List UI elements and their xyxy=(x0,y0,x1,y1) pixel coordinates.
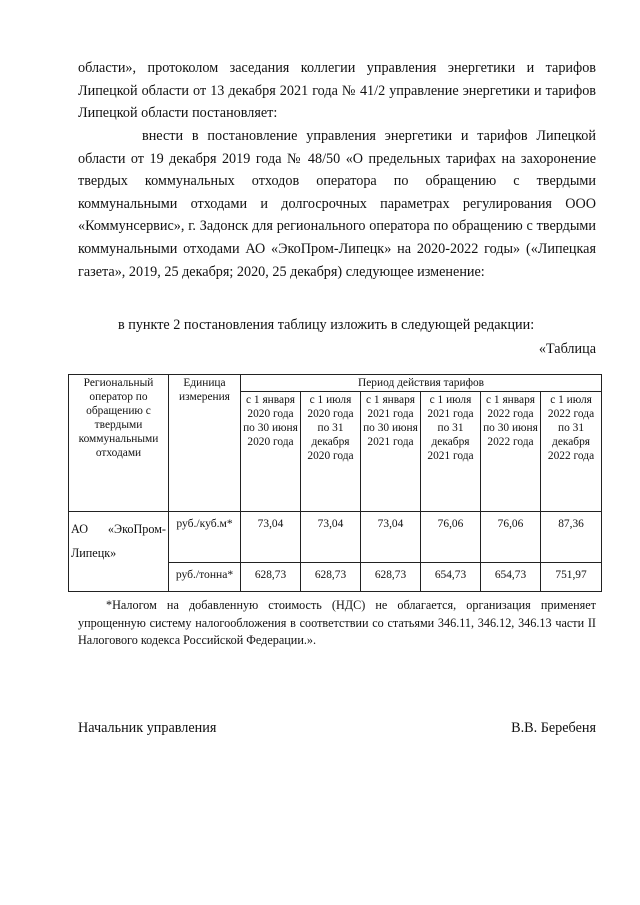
value-cell: 628,73 xyxy=(301,563,361,592)
header-unit: Единица измерения xyxy=(169,375,241,512)
value-cell: 73,04 xyxy=(361,512,421,563)
value-cell: 628,73 xyxy=(241,563,301,592)
operator-cell xyxy=(69,512,169,592)
table-caption: «Таблица xyxy=(538,341,596,357)
header-period: с 1 января 2020 года по 30 июня 2020 года xyxy=(241,392,301,512)
footnote: *Налогом на добавленную стоимость (НДС) не облагается, организация применяет упрощенную систему налогообложения в соответствии со статьями 346.11, 346.12, 346.13 части II Налогового кодекса Российской Федерации.». xyxy=(78,598,596,647)
value-cell: 73,04 xyxy=(241,512,301,563)
value-cell: 76,06 xyxy=(481,512,541,563)
header-period: с 1 января 2021 года по 30 июня 2021 года xyxy=(361,392,421,512)
body-paragraph-3: в пункте 2 постановления таблицу изложить в следующей редакции: xyxy=(118,317,535,333)
operator-name-line1: АО «ЭкоПром- xyxy=(71,522,166,536)
body-paragraph-1: области», протоколом заседания коллегии управления энергетики и тарифов Липецкой области от 13 декабря 2021 года № 41/2 управление энергетики и тарифов Липецкой области постановляет: xyxy=(78,60,596,122)
unit-cell: руб./тонна* xyxy=(169,563,241,592)
unit-cell: руб./куб.м* xyxy=(169,512,241,563)
value-cell: 73,04 xyxy=(301,512,361,563)
header-operator: Региональный оператор по обращению с твердыми коммунальными отходами xyxy=(69,375,169,512)
body-paragraph-2-text: внести в постановление управления энергетики и тарифов Липецкой области от 19 декабря 2019 года № 48/50 «О предельных тарифах на захоронение твердых коммунальных отходов оператора по обращению с твердыми коммунальными отходами и долгосрочных параметрах регулирования ООО «Коммунсервис», г. Задонск для регионального оператора по обращению с твердыми коммунальными отходами АО «ЭкоПром-Липецк» на 2020-2022 годы» («Липецкая газета», 2019, 25 декабря; 2020, 25 декабря) следующее изменение: xyxy=(78,128,596,280)
signature-name: В.В. Беребеня xyxy=(511,720,596,736)
table-row xyxy=(69,512,602,563)
signature-position: Начальник управления xyxy=(78,720,217,736)
value-cell: 751,97 xyxy=(541,563,602,592)
header-period: с 1 июля 2021 года по 31 декабря 2021 года xyxy=(421,392,481,512)
value-cell: 654,73 xyxy=(421,563,481,592)
header-period: с 1 января 2022 года по 30 июня 2022 года xyxy=(481,392,541,512)
header-period: с 1 июля 2020 года по 31 декабря 2020 года xyxy=(301,392,361,512)
operator-name-line2: Липецк» xyxy=(71,546,117,560)
header-period: с 1 июля 2022 года по 31 декабря 2022 года xyxy=(541,392,602,512)
value-cell: 628,73 xyxy=(361,563,421,592)
value-cell: 76,06 xyxy=(421,512,481,563)
body-paragraph-2 xyxy=(78,125,596,283)
value-cell: 87,36 xyxy=(541,512,602,563)
tariffs-table xyxy=(68,374,602,592)
header-period-group: Период действия тарифов xyxy=(241,375,602,392)
value-cell: 654,73 xyxy=(481,563,541,592)
